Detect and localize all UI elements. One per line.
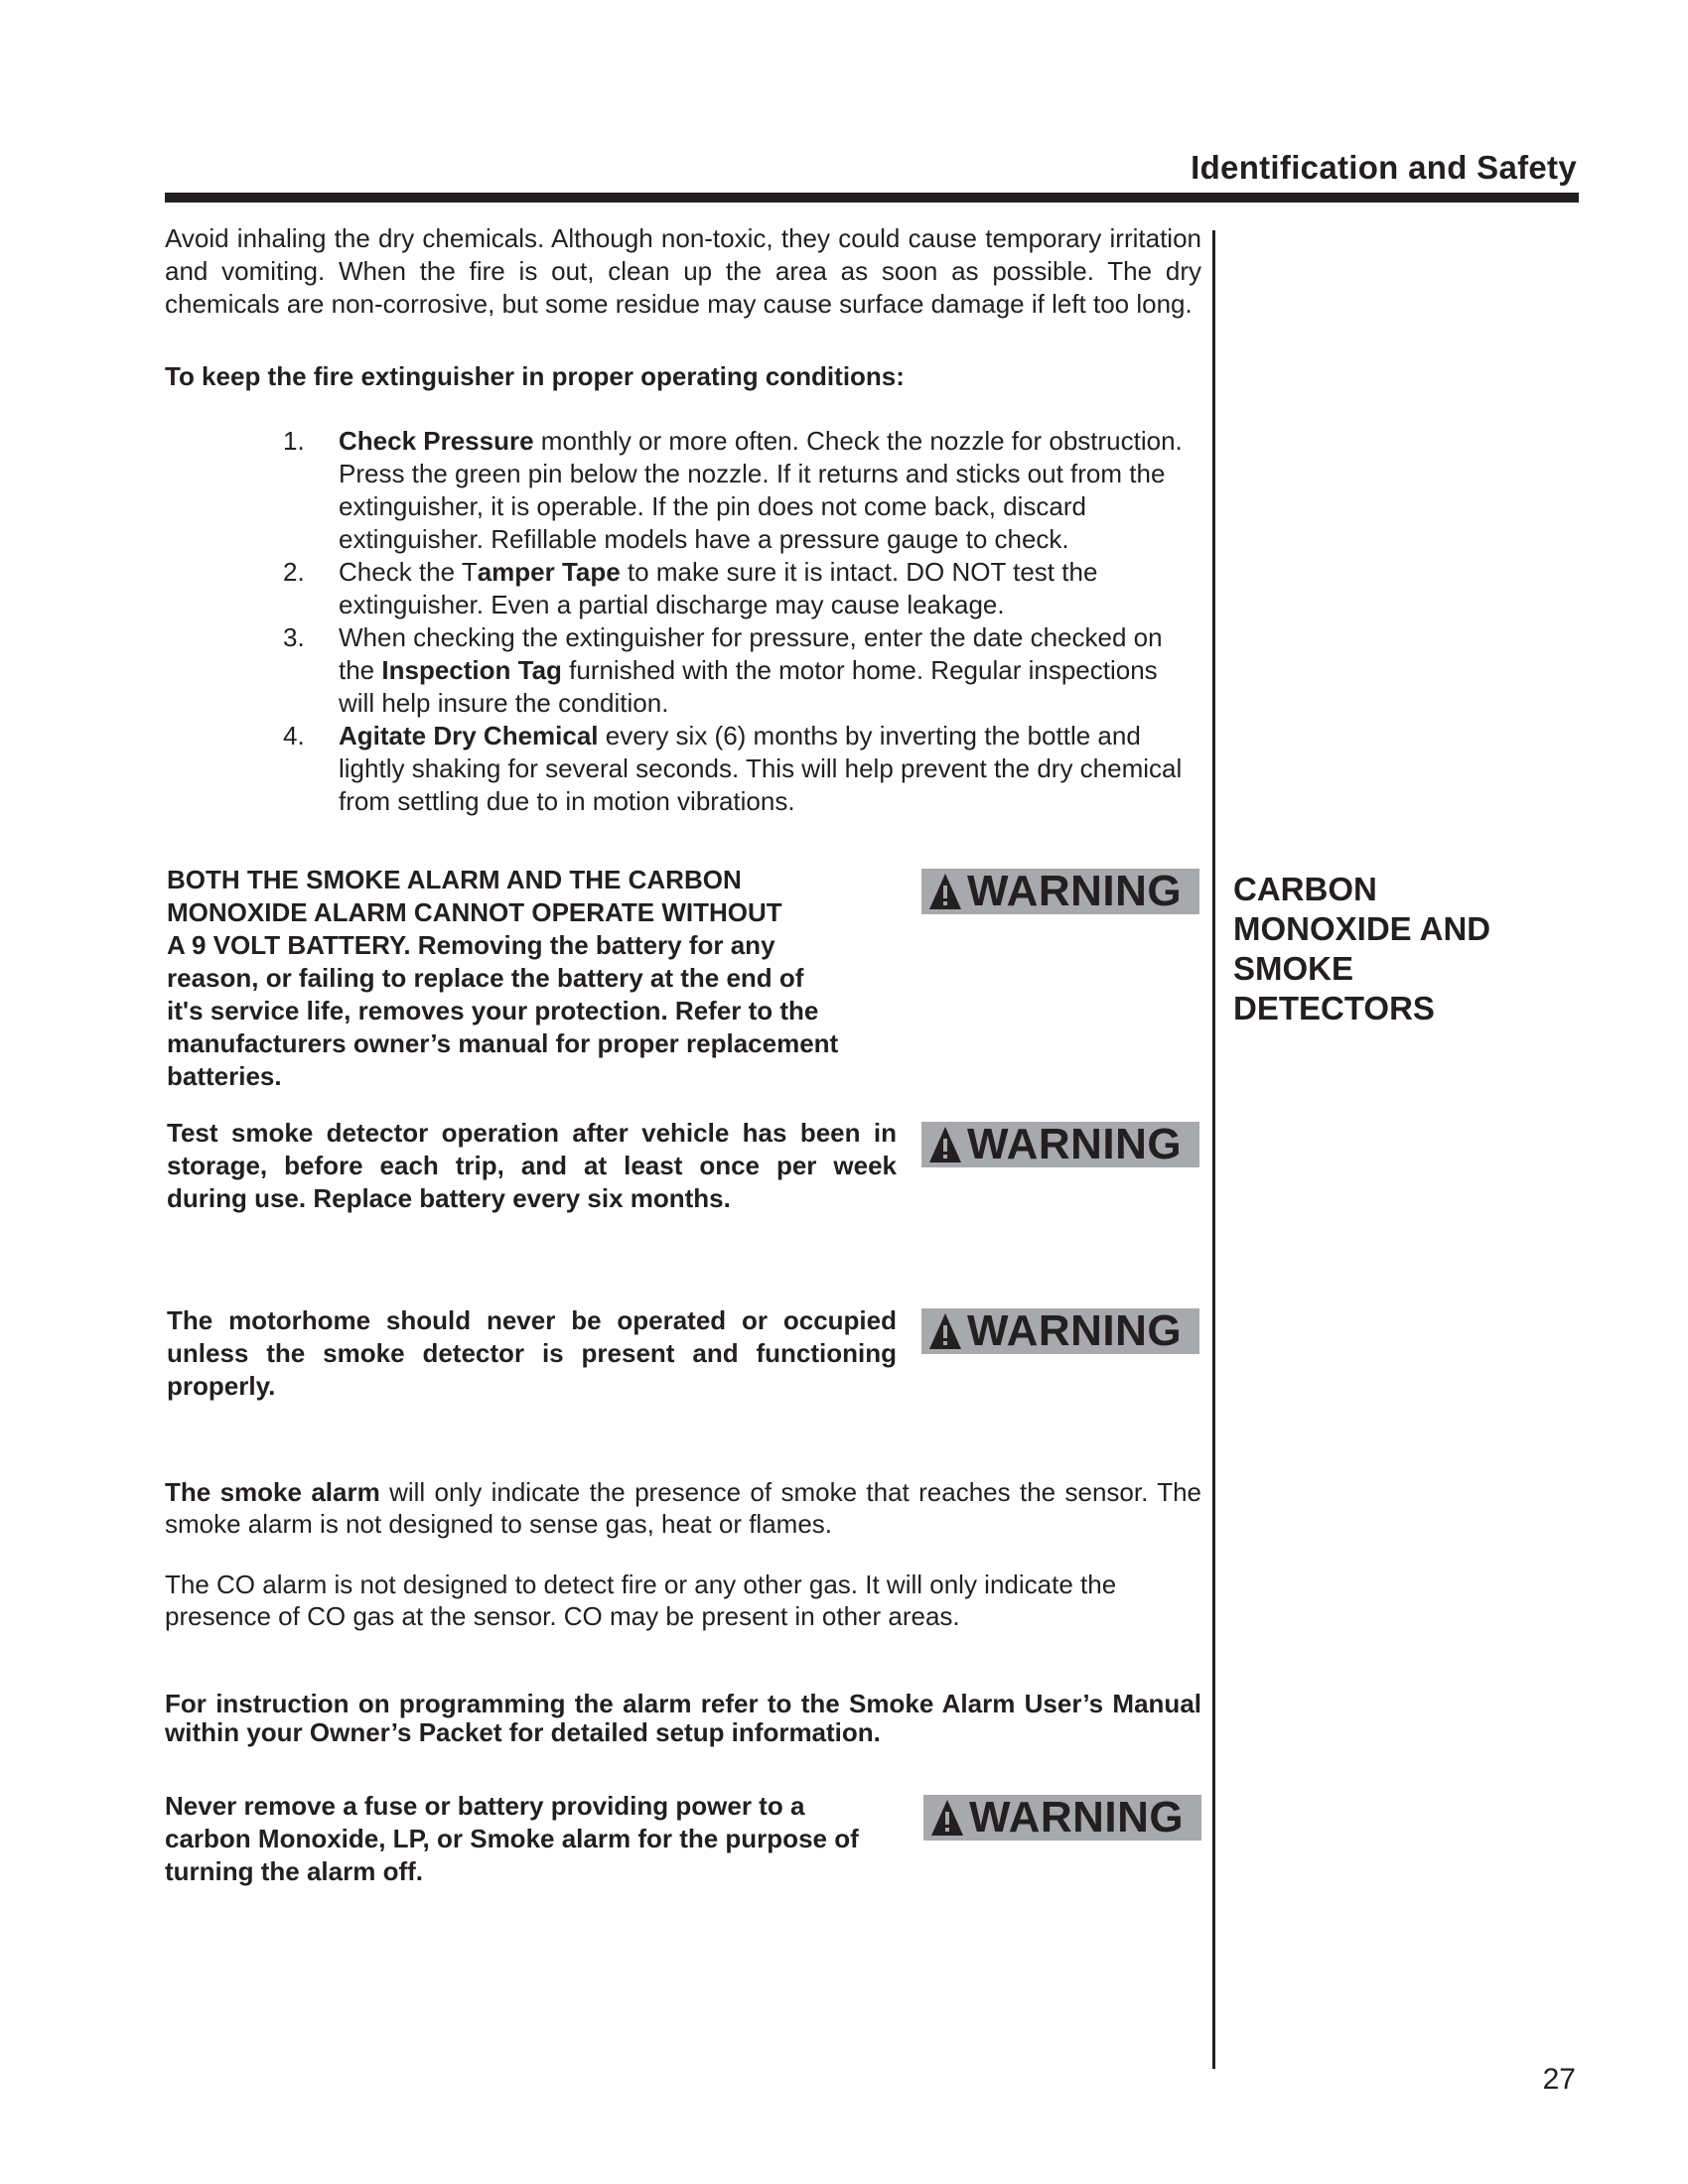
page-number: 27 <box>1542 2063 1576 2096</box>
warning-badge <box>921 869 1199 914</box>
list-number: 2. <box>283 557 305 587</box>
warning-text-battery <box>167 864 902 1093</box>
warning-triangle-icon <box>927 872 963 911</box>
warning-line: manufacturers owner’s manual for proper replacement <box>167 1028 839 1058</box>
list-text-rest: to make sure it is intact. DO NOT test the extinguisher. Even a partial discharge may cause leakage. <box>339 557 1098 619</box>
warning-line: batteries. <box>167 1061 282 1091</box>
intro-paragraph: Avoid inhaling the dry chemicals. Although non-toxic, they could cause temporary irritation and vomiting. When the fire is out, clean up the area as soon as possible. The dry chemicals are non-corrosive, but some residue may cause surface damage if left too long. <box>165 223 1201 319</box>
warning-label: WARNING <box>967 1306 1183 1355</box>
list-text-rest: monthly or more often. Check the nozzle for obstruction. Press the green pin below the nozzle. If it returns and sticks out from the extinguisher, it is operable. If the pin does not come back, discard extinguisher. Refillable models have a pressure gauge to check. <box>339 426 1183 554</box>
list-number: 1. <box>283 426 305 456</box>
side-heading-line: SMOKE <box>1233 950 1354 987</box>
list-item <box>283 425 1196 556</box>
warning-badge <box>921 1308 1199 1354</box>
list-number: 3. <box>283 622 305 652</box>
warning-line: it's service life, removes your protection. Refer to the <box>167 996 819 1025</box>
warning-line: turning the alarm off. <box>165 1856 423 1886</box>
header-rule <box>165 193 1579 203</box>
list-text-pre: Check the T <box>339 557 478 587</box>
smoke-alarm-rest: will only indicate the presence of smoke that reaches the sensor. The smoke alarm is not designed to sense gas, heat or flames. <box>165 1477 1201 1539</box>
warning-line: Never remove a fuse or battery providing power to a <box>165 1791 805 1821</box>
warning-line: reason, or failing to replace the battery at the end of <box>167 963 804 993</box>
warning-text-occupied: The motorhome should never be operated or occupied unless the smoke detector is present and functioning properly. <box>167 1305 897 1401</box>
side-heading-line: DETECTORS <box>1233 990 1435 1026</box>
smoke-alarm-paragraph <box>165 1476 1201 1540</box>
warning-badge <box>923 1795 1201 1841</box>
section-title: Identification and Safety <box>1191 149 1577 186</box>
list-text-pre: When checking the extinguisher for pressure, enter the date checked on the <box>339 622 1163 685</box>
warning-triangle-icon <box>929 1798 965 1838</box>
list-text-bold: Check Pressure <box>339 426 534 456</box>
smoke-alarm-bold: The smoke alarm <box>165 1477 380 1507</box>
checklist <box>283 425 1196 818</box>
warning-triangle-icon <box>927 1125 963 1164</box>
co-alarm-paragraph: The CO alarm is not designed to detect fire or any other gas. It will only indicate the presence of CO gas at the sensor. CO may be present in other areas. <box>165 1570 1117 1631</box>
warning-text-test: Test smoke detector operation after vehicle has been in storage, before each trip, and at least once per week during use. Replace battery every six months. <box>167 1118 897 1213</box>
list-text-rest: every six (6) months by inverting the bottle and lightly shaking for several seconds. This will help prevent the dry chemical from settling due to in motion vibrations. <box>339 721 1183 816</box>
side-heading-line: CARBON <box>1233 871 1377 907</box>
list-item <box>283 556 1196 621</box>
list-number: 4. <box>283 721 305 751</box>
programming-instruction: For instruction on programming the alarm refer to the Smoke Alarm User’s Manual within your Owner’s Packet for detailed setup information. <box>165 1689 1201 1747</box>
list-item <box>283 621 1196 720</box>
list-text-bold: amper Tape <box>477 557 621 587</box>
side-heading <box>1233 870 1551 1028</box>
list-item <box>283 720 1196 818</box>
warning-label: WARNING <box>967 867 1183 915</box>
warning-label: WARNING <box>967 1120 1183 1168</box>
list-text-bold: Agitate Dry Chemical <box>339 721 599 751</box>
keep-heading: To keep the fire extinguisher in proper operating conditions: <box>165 361 905 391</box>
warning-line: carbon Monoxide, LP, or Smoke alarm for the purpose of <box>165 1824 859 1853</box>
list-text-bold: Inspection Tag <box>381 655 562 685</box>
list-text-rest: furnished with the motor home. Regular inspections will help insure the condition. <box>339 655 1158 718</box>
warning-text-fuse <box>165 1790 900 1888</box>
warning-label: WARNING <box>969 1793 1185 1842</box>
warning-triangle-icon <box>927 1311 963 1351</box>
warning-line: A 9 VOLT BATTERY. Removing the battery for any <box>167 930 775 960</box>
warning-badge <box>921 1122 1199 1167</box>
warning-line: BOTH THE SMOKE ALARM AND THE CARBON <box>167 865 742 894</box>
column-divider <box>1212 230 1215 2069</box>
warning-line: MONOXIDE ALARM CANNOT OPERATE WITHOUT <box>167 897 782 927</box>
side-heading-line: MONOXIDE AND <box>1233 910 1491 947</box>
